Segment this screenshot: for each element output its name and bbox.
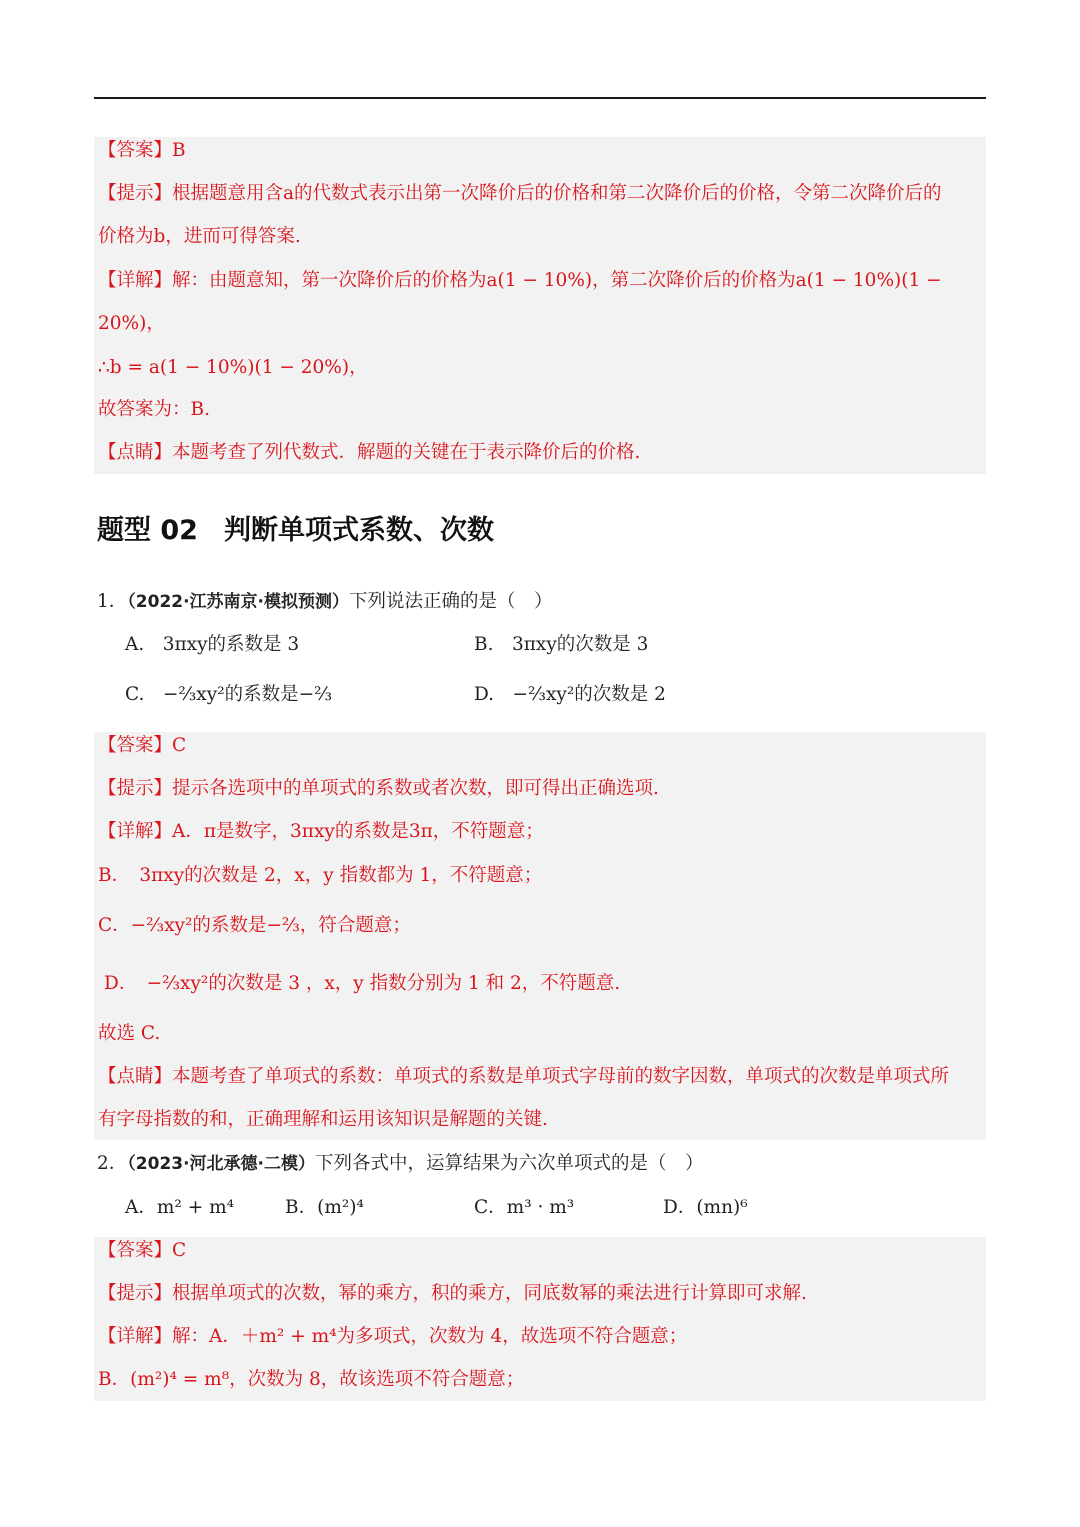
q2-detail-b: B．(m²)⁴ = m⁸，次数为 8，故该选项不符合题意； <box>98 1369 525 1390</box>
question-2 <box>97 1152 704 1176</box>
q2-answer: 【答案】C <box>98 1240 187 1261</box>
q1-comment-1: 【点睛】本题考查了单项式的系数：单项式的系数是单项式字母前的数字因数，单项式的次数是单项式所 <box>98 1066 950 1087</box>
comment-line: 【点睛】本题考查了列代数式．解题的关键在于表示降价后的价格. <box>98 442 641 463</box>
q1-option-c: C. −⅔xy²的系数是−⅔ <box>125 684 333 705</box>
detail-line-4: 故答案为：B. <box>98 399 210 420</box>
question-2-stem: 下列各式中，运算结果为六次单项式的是（ ） <box>315 1153 704 1174</box>
hint-line-1: 【提示】根据题意用含a的代数式表示出第一次降价后的价格和第二次降价后的价格，令第二次降价后的 <box>98 183 942 204</box>
question-1 <box>97 590 553 614</box>
header-rule <box>94 97 986 99</box>
q1-detail-c: C．−⅔xy²的系数是−⅔，符合题意； <box>98 915 411 936</box>
q1-hint: 【提示】提示各选项中的单项式的系数或者次数，即可得出正确选项. <box>98 778 659 799</box>
detail-line-2: 20%)， <box>98 313 165 334</box>
q2-option-a: A．m² + m⁴ <box>125 1197 235 1218</box>
question-2-source: （2023·河北承德·二模） <box>127 1154 316 1174</box>
q1-answer: 【答案】C <box>98 735 187 756</box>
section-title: 判断单项式系数、次数 <box>223 515 494 546</box>
q1-conclusion: 故选 C. <box>98 1023 161 1044</box>
q1-comment-2: 有字母指数的和，正确理解和运用该知识是解题的关键. <box>98 1109 548 1130</box>
q1-option-b: B. 3πxy的次数是 3 <box>474 634 649 655</box>
q2-detail-a: 【详解】解：A．＋m² + m⁴为多项式，次数为 4，故选项不符合题意； <box>98 1326 688 1347</box>
detail-line-1: 【详解】解：由题意知，第一次降价后的价格为a(1 − 10%)，第二次降价后的价格为a(1 − 10%)(1 − <box>98 270 942 291</box>
question-1-stem: 下列说法正确的是（ ） <box>349 591 553 612</box>
question-1-number: 1． <box>97 591 128 612</box>
solution-block-q2 <box>94 1237 986 1401</box>
q2-option-d: D．(mn)⁶ <box>663 1197 748 1218</box>
section-heading <box>97 508 494 547</box>
q1-detail-a: 【详解】A．π是数字，3πxy的系数是3π，不符题意； <box>98 821 544 842</box>
q2-hint: 【提示】根据单项式的次数，幂的乘方，积的乘方，同底数幂的乘法进行计算即可求解. <box>98 1283 807 1304</box>
question-1-source: （2022·江苏南京·模拟预测） <box>127 592 350 612</box>
question-2-number: 2． <box>97 1153 128 1174</box>
q1-option-a: A. 3πxy的系数是 3 <box>125 634 300 655</box>
q1-option-d: D. −⅔xy²的次数是 2 <box>474 684 666 705</box>
section-number: 题型 02 <box>97 515 198 546</box>
answer-line: 【答案】B <box>98 140 186 161</box>
q2-option-b: B．(m²)⁴ <box>285 1197 364 1218</box>
q2-option-c: C．m³ · m³ <box>474 1197 575 1218</box>
q1-detail-d: D． −⅔xy²的次数是 3 ，x，y 指数分别为 1 和 2，不符题意. <box>104 973 621 994</box>
detail-line-3: ∴b = a(1 − 10%)(1 − 20%)， <box>98 357 368 378</box>
hint-line-2: 价格为b，进而可得答案. <box>98 226 301 247</box>
q1-detail-b: B． 3πxy的次数是 2，x，y 指数都为 1，不符题意； <box>98 865 543 886</box>
solution-block-1 <box>94 137 986 474</box>
solution-block-q1 <box>94 732 986 1140</box>
